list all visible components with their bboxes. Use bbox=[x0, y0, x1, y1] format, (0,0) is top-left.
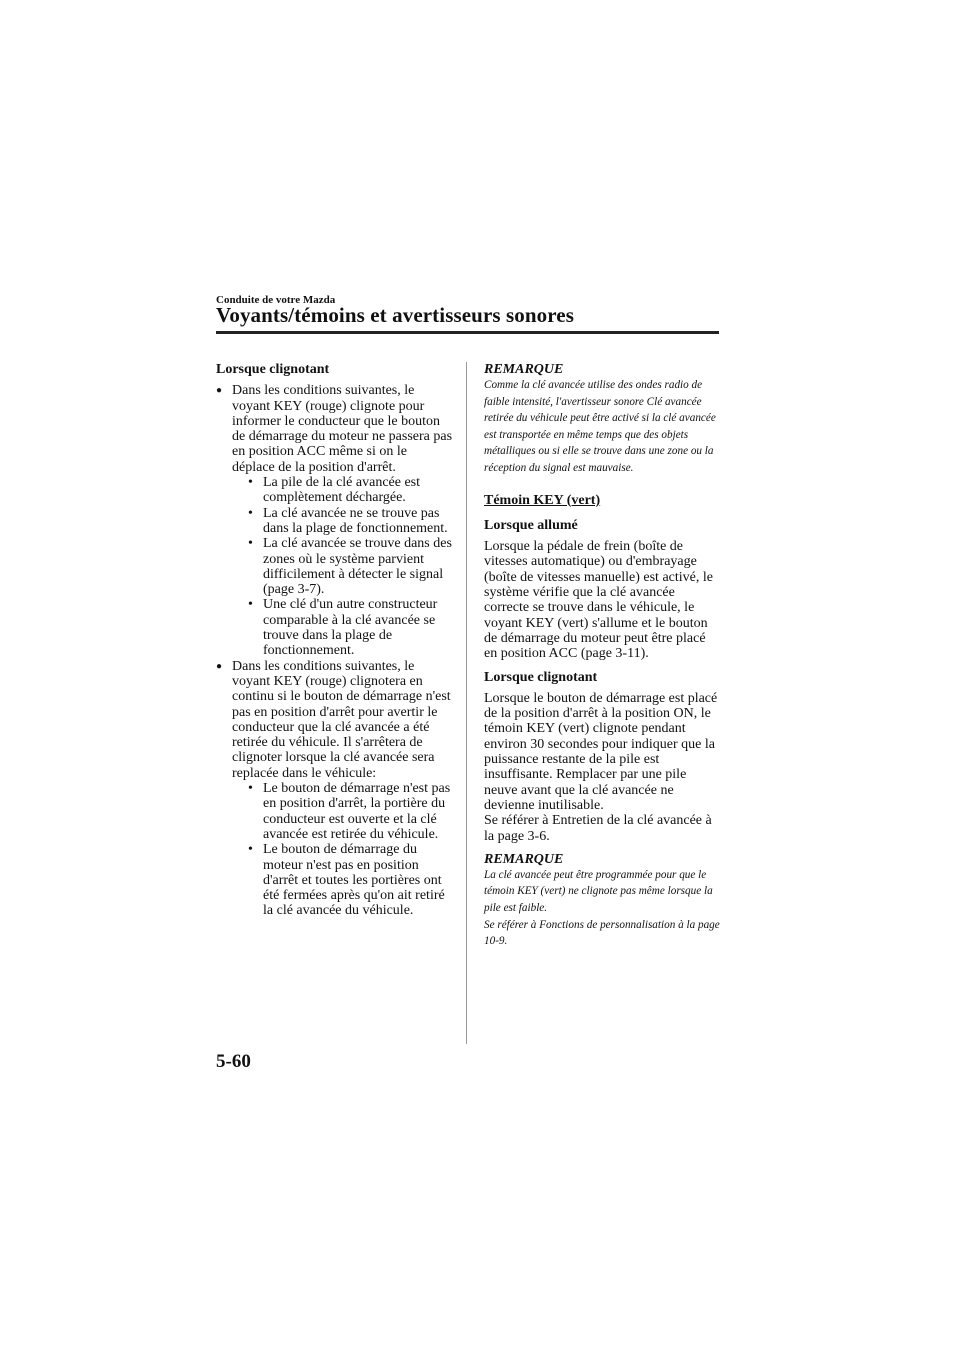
note-text: Se référer à Fonctions de personnalisation à la page 10-9. bbox=[484, 918, 720, 948]
sub-bullet-icon: • bbox=[248, 475, 253, 491]
bullet-item bbox=[216, 383, 452, 658]
bullet-dot-icon: ● bbox=[216, 660, 223, 672]
section-label: Conduite de votre Mazda bbox=[216, 294, 336, 306]
note-text: La clé avancée peut être programmée pour que le témoin KEY (vert) ne clignote pas même lorsque la pile est faible. bbox=[484, 868, 713, 914]
right-column bbox=[484, 362, 720, 950]
header-rule bbox=[216, 331, 719, 334]
left-heading: Lorsque clignotant bbox=[216, 362, 330, 377]
sub-list bbox=[232, 475, 452, 659]
sub-bullet-icon: • bbox=[248, 781, 253, 797]
subheading-lit: Lorsque allumé bbox=[484, 517, 578, 533]
paragraph-reference: Se référer à Entretien de la clé avancée à la page 3-6. bbox=[484, 813, 712, 844]
sub-item-text: Le bouton de démarrage n'est pas en position d'arrêt, la portière du conducteur est ouverte et la clé avancée est retirée du véhicule. bbox=[263, 781, 451, 842]
paragraph-flash: Lorsque le bouton de démarrage est placé de la position d'arrêt à la position ON, le témoin KEY (vert) clignote pendant environ 30 secondes pour indiquer que la puissance restante de la pile est insuffisante. Remplacer par une pile neuve avant que la clé avancée ne devienne inutilisable. bbox=[484, 690, 718, 813]
sub-bullet-icon: • bbox=[248, 842, 253, 858]
sub-list-item bbox=[232, 475, 452, 506]
sub-item-text: Une clé d'un autre constructeur comparable à la clé avancée se trouve dans la plage de fonctionnement. bbox=[263, 597, 438, 659]
section-title: Témoin KEY (vert) bbox=[484, 492, 601, 508]
sub-item-text: La clé avancée ne se trouve pas dans la plage de fonctionnement. bbox=[263, 505, 448, 536]
sub-list-item bbox=[232, 781, 452, 842]
sub-list-item bbox=[232, 597, 452, 658]
note-text: Comme la clé avancée utilise des ondes radio de faible intensité, l'avertisseur sonore Clé avancée retirée du véhicule peut être activé si la clé avancée est transportée en même temps que des objets métalliques ou si elle se trouve dans une zone ou la réception du signal est mauvaise. bbox=[484, 379, 716, 474]
note-label: REMARQUE bbox=[484, 851, 564, 867]
sub-list bbox=[232, 781, 452, 919]
page-number: 5-60 bbox=[216, 1051, 251, 1072]
sub-bullet-icon: • bbox=[248, 597, 253, 613]
bullet-text: Dans les conditions suivantes, le voyant KEY (rouge) clignotera en continu si le bouton de démarrage n'est pas en position d'arrêt pour avertir le conducteur que la clé avancée a été retirée du véhicule. Il s'arrêtera de clignoter lorsque la clé avancée sera replacée dans le véhicule: bbox=[232, 658, 451, 781]
column-divider bbox=[466, 362, 467, 1044]
sub-item-text: Le bouton de démarrage du moteur n'est pas en position d'arrêt et toutes les portières ont été fermées après qu'on ait retiré la clé avancée du véhicule. bbox=[263, 842, 445, 919]
page-title: Voyants/témoins et avertisseurs sonores bbox=[216, 303, 574, 327]
bullet-text: Dans les conditions suivantes, le voyant KEY (rouge) clignote pour informer le conducteur que le bouton de démarrage du moteur ne passera pas en position ACC même si on le déplace de la position d'arrêt. bbox=[232, 383, 453, 475]
sub-list-item bbox=[232, 842, 452, 918]
paragraph-lit: Lorsque la pédale de frein (boîte de vitesses automatique) ou d'embrayage (boîte de vitesses manuelle) est activé, le système vérifie que la clé avancée correcte se trouve dans le véhicule, le voyant KEY (vert) s'allume et le bouton de démarrage du moteur peut être placé en position ACC (page 3-11). bbox=[484, 539, 713, 662]
sub-item-text: La clé avancée se trouve dans des zones où le système parvient difficilement à détecter le signal (page 3-7). bbox=[263, 536, 452, 598]
sub-bullet-icon: • bbox=[248, 505, 253, 521]
subheading-flash: Lorsque clignotant bbox=[484, 669, 598, 685]
sub-bullet-icon: • bbox=[248, 536, 253, 552]
bullet-item bbox=[216, 659, 452, 919]
sub-list-item bbox=[232, 506, 452, 537]
bullet-dot-icon: ● bbox=[216, 385, 223, 397]
left-column bbox=[216, 362, 452, 919]
note-label: REMARQUE bbox=[484, 362, 564, 377]
sub-list-item bbox=[232, 536, 452, 597]
sub-item-text: La pile de la clé avancée est complètement déchargée. bbox=[263, 475, 421, 506]
